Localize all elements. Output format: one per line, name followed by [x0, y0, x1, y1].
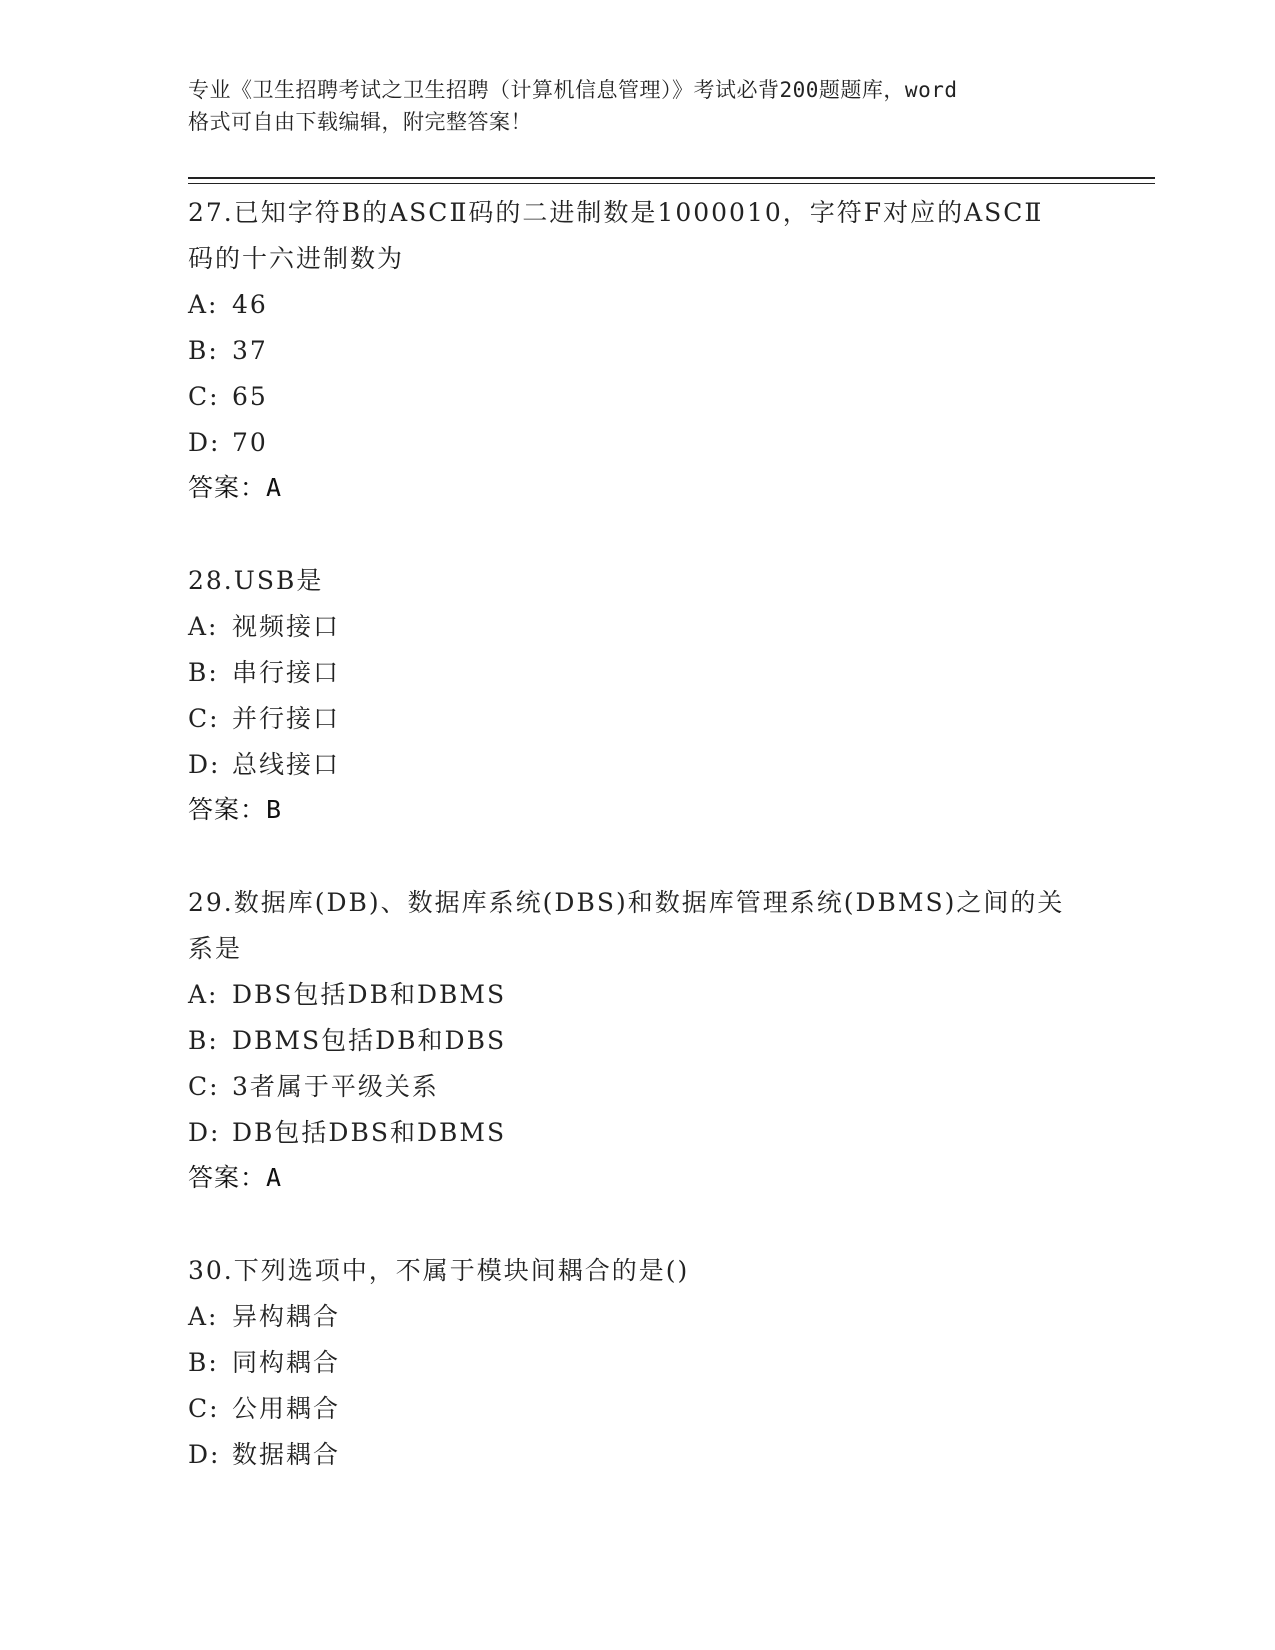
question-list: [188, 190, 1088, 1526]
question-text-line: 28.USB是: [188, 566, 324, 595]
option-c: [188, 374, 1088, 420]
option-text: 异构耦合: [232, 1302, 341, 1331]
option-b: [188, 1018, 1088, 1064]
option-b: [188, 1340, 1088, 1386]
answer-line: 答案：B: [188, 795, 283, 824]
option-a: [188, 604, 1088, 650]
intro-line-1: 专业《卫生招聘考试之卫生招聘（计算机信息管理）》考试必背200题题库，word: [188, 78, 958, 102]
option-text: 70: [232, 428, 268, 457]
option-text: 并行接口: [232, 704, 341, 733]
document-intro: [188, 74, 1088, 138]
option-a: [188, 1294, 1088, 1340]
intro-line-2: 格式可自由下载编辑，附完整答案！: [188, 110, 532, 134]
question-27: [188, 190, 1088, 510]
header-divider-thick: [188, 177, 1155, 179]
option-text: 串行接口: [232, 658, 341, 687]
option-text: 37: [232, 336, 268, 365]
question-28: [188, 558, 1088, 832]
option-label: B:: [188, 1348, 219, 1377]
option-label: B:: [188, 1026, 219, 1055]
option-label: C:: [188, 1072, 220, 1101]
option-text: 3者属于平级关系: [232, 1072, 439, 1101]
question-text-line: 码的十六进制数为: [188, 244, 405, 273]
question-text-line: 27.已知字符B的ASCⅡ码的二进制数是1000010，字符F对应的ASCⅡ: [188, 198, 1044, 227]
option-label: D:: [188, 428, 221, 457]
option-text: 数据耦合: [232, 1440, 341, 1469]
option-text: DBMS包括DB和DBS: [232, 1026, 507, 1055]
option-b: [188, 328, 1088, 374]
option-label: B:: [188, 658, 219, 687]
option-label: C:: [188, 382, 220, 411]
option-text: DB包括DBS和DBMS: [232, 1118, 507, 1147]
option-label: C:: [188, 1394, 220, 1423]
option-text: 视频接口: [232, 612, 341, 641]
option-text: 同构耦合: [232, 1348, 341, 1377]
question-text-line: 29.数据库(DB)、数据库系统(DBS)和数据库管理系统(DBMS)之间的关: [188, 888, 1065, 917]
option-text: 公用耦合: [232, 1394, 341, 1423]
option-d: [188, 742, 1088, 788]
option-label: A:: [188, 290, 219, 319]
option-label: C:: [188, 704, 220, 733]
option-d: [188, 420, 1088, 466]
option-a: [188, 972, 1088, 1018]
question-30: [188, 1248, 1088, 1478]
option-text: DBS包括DB和DBMS: [232, 980, 507, 1009]
option-c: [188, 1386, 1088, 1432]
option-label: D:: [188, 1440, 221, 1469]
option-label: A:: [188, 1302, 219, 1331]
answer-line: 答案：A: [188, 1163, 283, 1192]
question-29: [188, 880, 1088, 1200]
answer-line: 答案：A: [188, 473, 283, 502]
option-c: [188, 696, 1088, 742]
option-text: 65: [232, 382, 268, 411]
option-d: [188, 1110, 1088, 1156]
option-c: [188, 1064, 1088, 1110]
option-label: B:: [188, 336, 219, 365]
option-label: A:: [188, 612, 219, 641]
option-label: D:: [188, 750, 221, 779]
question-text-line: 30.下列选项中，不属于模块间耦合的是(): [188, 1256, 690, 1285]
header-divider-thin: [188, 183, 1155, 184]
option-b: [188, 650, 1088, 696]
option-d: [188, 1432, 1088, 1478]
option-a: [188, 282, 1088, 328]
option-label: D:: [188, 1118, 221, 1147]
option-text: 总线接口: [232, 750, 341, 779]
question-text-line: 系是: [188, 934, 243, 963]
option-text: 46: [232, 290, 268, 319]
option-label: A:: [188, 980, 219, 1009]
